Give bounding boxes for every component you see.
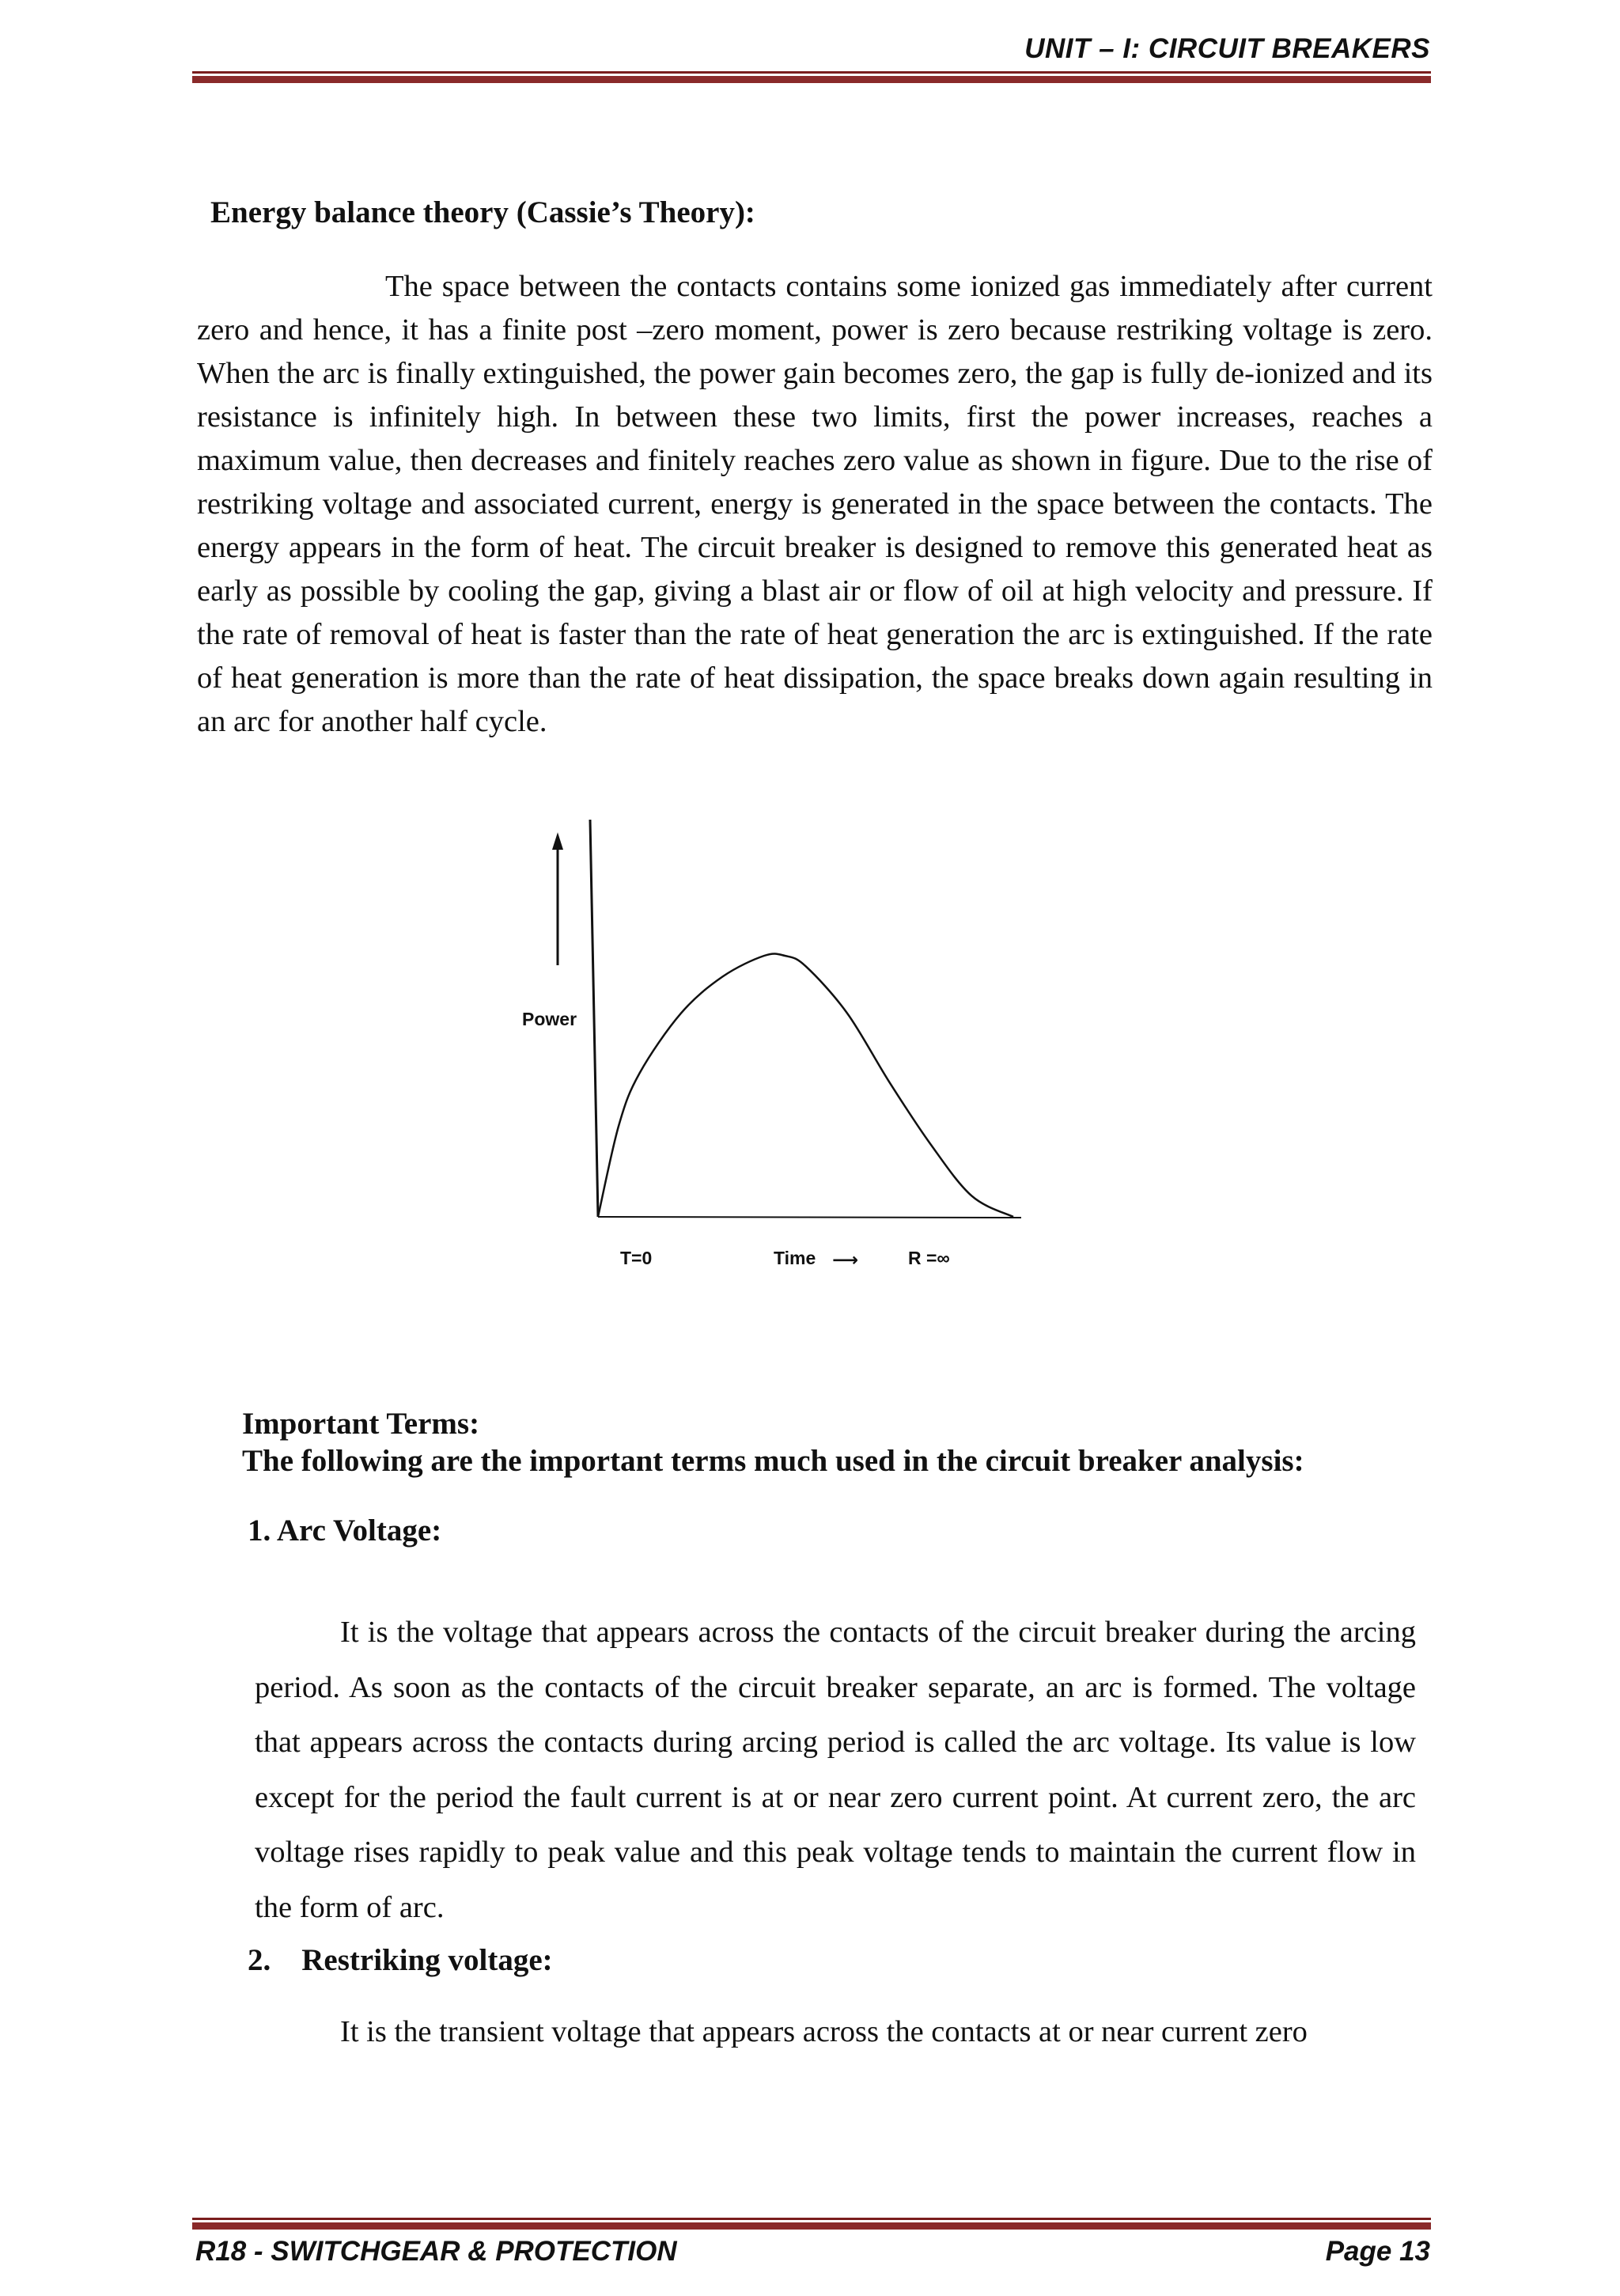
arc-voltage-paragraph: It is the voltage that appears across the contacts of the circuit breaker during the arcing period. As soon as the contacts of the circuit breaker separate, an arc is formed. The voltage that appears across the contacts during arcing period is called the arc voltage. Its value is low except for the period the fault current is at or near zero current point. At current zero, the arc voltage rises rapidly to peak value and this peak voltage tends to maintain the current flow in the form of arc. [255,1616,1416,1924]
y-axis-label: Power [522,1009,577,1029]
important-terms-subheading: The following are the important terms much used in the circuit breaker analysis: [242,1444,1304,1478]
power-time-chart [506,807,1028,1298]
footer-rule-thick [192,2222,1431,2230]
footer-rule-thin [192,2218,1431,2220]
restriking-voltage-paragraph: It is the transient voltage that appears across the contacts at or near current zero [340,2015,1308,2048]
header-rule-thin [192,71,1431,74]
power-curve [598,953,1013,1217]
restriking-voltage-heading: 2. Restriking voltage: [248,1943,553,1977]
header-rule-thick [192,76,1431,83]
y-axis-line [590,820,598,1217]
page-header-title: UNIT – I: CIRCUIT BREAKERS [1024,33,1430,64]
footer-course-title: R18 - SWITCHGEAR & PROTECTION [195,2236,677,2267]
y-axis-arrow-head [552,832,563,850]
footer-page-number: Page 13 [1325,2236,1430,2267]
arc-voltage-heading: 1. Arc Voltage: [248,1514,442,1548]
section-heading: Energy balance theory (Cassie’s Theory): [210,195,755,229]
x-axis-label: Time [774,1248,816,1268]
x-axis-arrow: ⟶ [832,1249,858,1270]
important-terms-heading: Important Terms: [242,1407,480,1441]
section-paragraph: The space between the contacts contains some ionized gas immediately after current zero and hence, it has a finite post –zero moment, power is zero because restriking voltage is zero. When the arc is finally extinguished, the power gain becomes zero, the gap is fully de-ionized and its resistance is infinitely high. In between these two limits, first the power increases, reaches a maximum value, then decreases and finitely reaches zero value as shown in figure. Due to the rise of restriking voltage and associated current, energy is generated in the space between the contacts. The energy appears in the form of heat. The circuit breaker is designed to remove this generated heat as early as possible by cooling the gap, giving a blast air or flow of oil at high velocity and pressure. If the rate of removal of heat is faster than the rate of heat generation the arc is extinguished. If the rate of heat generation is more than the rate of heat dissipation, the space breaks down again resulting in an arc for another half cycle. [197,270,1433,738]
x-end-label: R =∞ [908,1248,950,1268]
x-start-label: T=0 [620,1248,653,1268]
x-axis-line [598,1217,1021,1218]
important-terms-block [242,1405,1304,1480]
